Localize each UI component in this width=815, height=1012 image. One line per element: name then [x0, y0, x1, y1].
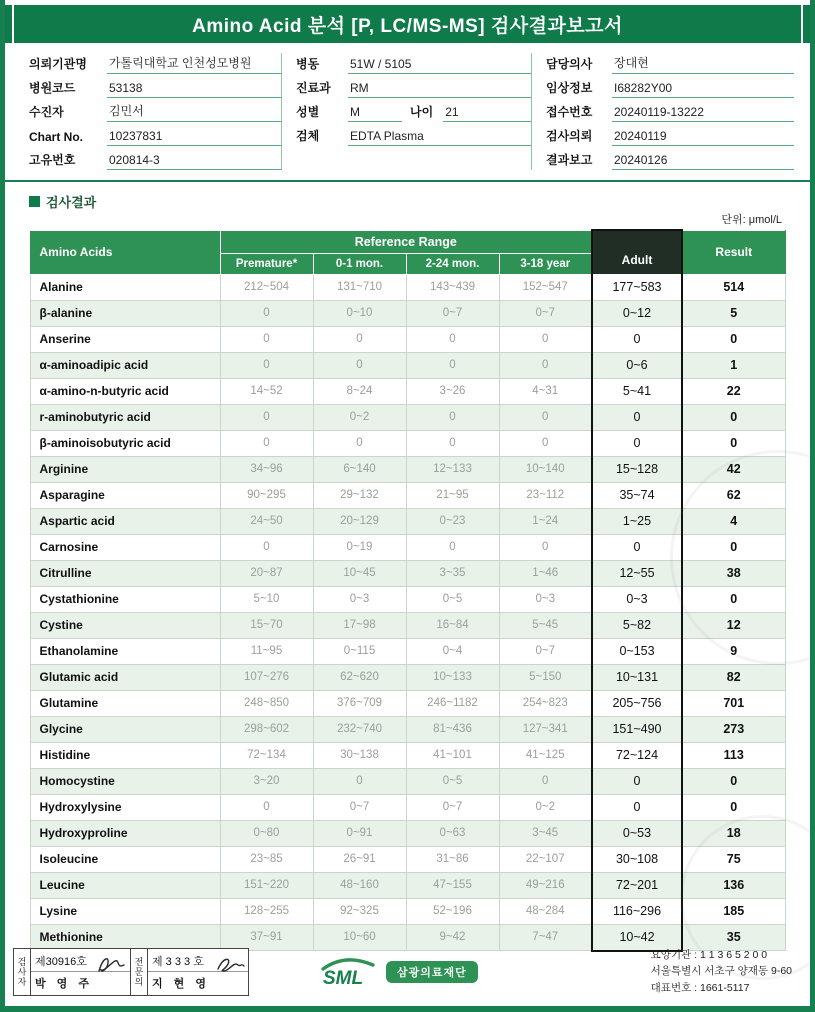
info-value: 20240119	[612, 129, 794, 146]
info-field	[546, 149, 794, 170]
adult-range-value: 72~124	[592, 742, 682, 768]
reference-range-value: 21~95	[406, 482, 499, 508]
results-table	[30, 229, 786, 952]
amino-acid-name: Hydroxylysine	[30, 794, 220, 820]
reference-range-value: 5~10	[220, 586, 313, 612]
info-column-2	[281, 53, 531, 170]
reference-range-value: 29~132	[313, 482, 406, 508]
result-value: 136	[682, 872, 785, 898]
result-value: 42	[682, 456, 785, 482]
reference-range-value: 10~140	[499, 456, 592, 482]
reference-range-value: 0~5	[406, 586, 499, 612]
reference-range-value: 254~823	[499, 690, 592, 716]
amino-acid-name: Anserine	[30, 326, 220, 352]
reference-range-value: 14~52	[220, 378, 313, 404]
reference-range-value: 128~255	[220, 898, 313, 924]
info-label: Chart No.	[29, 130, 83, 144]
adult-range-value: 72~201	[592, 872, 682, 898]
result-value: 38	[682, 560, 785, 586]
section-bullet-icon	[29, 196, 40, 207]
reference-range-value: 0	[220, 534, 313, 560]
info-field	[29, 125, 281, 146]
result-value: 113	[682, 742, 785, 768]
reference-range-value: 31~86	[406, 846, 499, 872]
table-row	[30, 768, 785, 794]
reference-range-value: 0~2	[313, 404, 406, 430]
reference-range-value: 48~160	[313, 872, 406, 898]
info-label: 접수번호	[546, 105, 593, 119]
result-value: 0	[682, 404, 785, 430]
reference-range-value: 0~7	[499, 638, 592, 664]
info-field	[29, 149, 281, 170]
reference-range-value: 3~20	[220, 768, 313, 794]
amino-acid-name: Hydroxyproline	[30, 820, 220, 846]
result-value: 35	[682, 924, 785, 951]
adult-range-value: 0	[592, 768, 682, 794]
reference-range-value: 5~45	[499, 612, 592, 638]
result-value: 0	[682, 326, 785, 352]
info-label: 검사의뢰	[546, 129, 593, 143]
examiner-label: 검사자	[14, 949, 31, 995]
table-row	[30, 794, 785, 820]
reference-range-value: 0~7	[406, 300, 499, 326]
reference-range-value: 0~91	[313, 820, 406, 846]
info-value: 가톨릭대학교 인천성모병원	[107, 54, 281, 74]
table-row	[30, 430, 785, 456]
result-value: 22	[682, 378, 785, 404]
reference-range-value: 246~1182	[406, 690, 499, 716]
table-row	[30, 508, 785, 534]
info-value: 020814-3	[107, 153, 281, 170]
result-value: 273	[682, 716, 785, 742]
specialist-cell	[148, 949, 248, 995]
result-value: 0	[682, 586, 785, 612]
adult-range-value: 0	[592, 326, 682, 352]
table-row	[30, 716, 785, 742]
table-row	[30, 274, 785, 300]
reference-range-value: 47~155	[406, 872, 499, 898]
info-field	[296, 125, 531, 146]
adult-range-value: 10~131	[592, 664, 682, 690]
table-row	[30, 352, 785, 378]
amino-acid-name: Ethanolamine	[30, 638, 220, 664]
patient-info-section	[5, 43, 810, 176]
amino-acid-name: Citrulline	[30, 560, 220, 586]
col-adult: Adult	[592, 230, 682, 274]
result-value: 18	[682, 820, 785, 846]
reference-range-value: 212~504	[220, 274, 313, 300]
reference-range-value: 10~45	[313, 560, 406, 586]
table-row	[30, 612, 785, 638]
table-row	[30, 560, 785, 586]
specialist-signature	[213, 954, 247, 978]
amino-acid-name: α-amino-n-butyric acid	[30, 378, 220, 404]
amino-acid-name: Methionine	[30, 924, 220, 951]
reference-range-value: 0	[313, 326, 406, 352]
table-row	[30, 534, 785, 560]
report-title: Amino Acid 분석 [P, LC/MS-MS] 검사결과보고서	[192, 15, 623, 37]
reference-range-value: 90~295	[220, 482, 313, 508]
reference-range-value: 0~7	[313, 794, 406, 820]
reference-range-value: 0~7	[406, 794, 499, 820]
info-field	[546, 125, 794, 146]
col-reference-range: Reference Range	[220, 230, 592, 253]
info-field	[546, 53, 794, 74]
table-row	[30, 300, 785, 326]
info-field	[29, 101, 281, 122]
info-field	[296, 77, 531, 98]
info-label: 수진자	[29, 105, 64, 119]
adult-range-value: 1~25	[592, 508, 682, 534]
report-titlebar	[5, 5, 810, 43]
reference-range-value: 0	[499, 352, 592, 378]
reference-range-value: 12~133	[406, 456, 499, 482]
reference-range-value: 0~3	[313, 586, 406, 612]
amino-acid-name: Isoleucine	[30, 846, 220, 872]
table-row	[30, 586, 785, 612]
reference-range-value: 11~95	[220, 638, 313, 664]
examiner-cert-no: 제30916호	[31, 949, 130, 972]
reference-range-value: 0	[313, 352, 406, 378]
reference-range-value: 10~133	[406, 664, 499, 690]
amino-acid-name: Histidine	[30, 742, 220, 768]
reference-range-value: 41~125	[499, 742, 592, 768]
reference-range-value: 0	[313, 430, 406, 456]
titlebar-accent-line-right	[801, 5, 803, 43]
sml-logo	[319, 956, 478, 988]
adult-range-value: 30~108	[592, 846, 682, 872]
result-value: 75	[682, 846, 785, 872]
info-value: 51W / 5105	[348, 57, 531, 74]
reference-range-value: 3~26	[406, 378, 499, 404]
adult-range-value: 0~6	[592, 352, 682, 378]
reference-range-value: 131~710	[313, 274, 406, 300]
amino-acid-name: Lysine	[30, 898, 220, 924]
amino-acid-name: Alanine	[30, 274, 220, 300]
adult-range-value: 35~74	[592, 482, 682, 508]
info-value: 20240119-13222	[612, 105, 794, 122]
reference-range-value: 20~87	[220, 560, 313, 586]
amino-acid-name: β-alanine	[30, 300, 220, 326]
adult-range-value: 5~41	[592, 378, 682, 404]
table-row	[30, 742, 785, 768]
info-label: 진료과	[296, 81, 331, 95]
reference-range-value: 4~31	[499, 378, 592, 404]
result-value: 0	[682, 794, 785, 820]
result-value: 4	[682, 508, 785, 534]
info-value: 53138	[107, 81, 281, 98]
table-row	[30, 482, 785, 508]
reference-range-value: 107~276	[220, 664, 313, 690]
info-label: 병원코드	[29, 81, 76, 95]
specialist-cert-no: 제 3 3 3 호	[148, 949, 248, 972]
info-label: 검체	[296, 129, 320, 143]
amino-acid-name: Homocystine	[30, 768, 220, 794]
info-value: 김민서	[107, 102, 281, 122]
amino-acid-name: Cystathionine	[30, 586, 220, 612]
reference-range-value: 127~341	[499, 716, 592, 742]
info-value: 20240126	[612, 153, 794, 170]
reference-range-value: 49~216	[499, 872, 592, 898]
reference-range-value: 0	[313, 768, 406, 794]
amino-acid-name: Glutamic acid	[30, 664, 220, 690]
reference-range-value: 0~115	[313, 638, 406, 664]
reference-range-value: 20~129	[313, 508, 406, 534]
table-row	[30, 872, 785, 898]
report-footer	[13, 947, 796, 996]
adult-range-value: 0~153	[592, 638, 682, 664]
reference-range-value: 0	[499, 430, 592, 456]
reference-range-value: 62~620	[313, 664, 406, 690]
reference-range-value: 151~220	[220, 872, 313, 898]
reference-range-value: 3~45	[499, 820, 592, 846]
sml-logo-text: SML	[323, 967, 364, 988]
table-row	[30, 898, 785, 924]
info-field	[546, 77, 794, 98]
info-label: 나이	[410, 105, 434, 119]
reference-range-value: 41~101	[406, 742, 499, 768]
info-value: 21	[443, 105, 531, 122]
reference-range-value: 23~112	[499, 482, 592, 508]
result-value: 514	[682, 274, 785, 300]
result-value: 701	[682, 690, 785, 716]
unit-label: 단위: μmol/L	[721, 214, 782, 226]
info-label: 임상정보	[546, 81, 593, 95]
adult-range-value: 5~82	[592, 612, 682, 638]
care-org-number: 요양기관 : 1 1 3 6 5 2 0 0	[650, 949, 768, 962]
amino-acid-name: r-aminobutyric acid	[30, 404, 220, 430]
amino-acid-name: Aspartic acid	[30, 508, 220, 534]
reference-range-value: 92~325	[313, 898, 406, 924]
reference-range-value: 0	[499, 326, 592, 352]
examiner-name: 박 영 주	[35, 977, 93, 990]
reference-range-value: 8~24	[313, 378, 406, 404]
reference-range-value: 0	[406, 430, 499, 456]
result-value: 0	[682, 430, 785, 456]
info-value: I68282Y00	[612, 81, 794, 98]
reference-range-value: 0	[406, 534, 499, 560]
signature-stamp-box	[13, 948, 249, 996]
reference-range-value: 152~547	[499, 274, 592, 300]
results-section-header	[5, 182, 810, 211]
org-address: 서울특별시 서초구 양재동 9-60	[650, 965, 792, 978]
adult-range-value: 0	[592, 430, 682, 456]
info-field	[29, 53, 281, 74]
reference-range-value: 0	[406, 326, 499, 352]
reference-range-value: 0	[406, 352, 499, 378]
info-label: 결과보고	[546, 153, 593, 167]
info-field	[296, 53, 531, 74]
adult-range-value: 0~3	[592, 586, 682, 612]
reference-range-value: 0	[499, 404, 592, 430]
reference-range-value: 1~24	[499, 508, 592, 534]
table-row	[30, 664, 785, 690]
table-row	[30, 326, 785, 352]
reference-range-value: 24~50	[220, 508, 313, 534]
info-value: M	[348, 105, 402, 122]
reference-range-value: 3~35	[406, 560, 499, 586]
table-row	[30, 456, 785, 482]
adult-range-value: 116~296	[592, 898, 682, 924]
col-0-1-mon: 0-1 mon.	[313, 253, 406, 274]
reference-range-value: 0	[220, 404, 313, 430]
result-value: 0	[682, 768, 785, 794]
amino-acid-name: Asparagine	[30, 482, 220, 508]
adult-range-value: 0	[592, 404, 682, 430]
reference-range-value: 22~107	[499, 846, 592, 872]
info-column-1	[29, 53, 281, 170]
table-row	[30, 378, 785, 404]
adult-range-value: 0~53	[592, 820, 682, 846]
reference-range-value: 248~850	[220, 690, 313, 716]
result-value: 82	[682, 664, 785, 690]
result-value: 9	[682, 638, 785, 664]
reference-range-value: 17~98	[313, 612, 406, 638]
reference-range-value: 0	[220, 326, 313, 352]
amino-acid-name: Carnosine	[30, 534, 220, 560]
sml-logo-icon	[319, 956, 377, 988]
reference-range-value: 0~2	[499, 794, 592, 820]
adult-range-value: 0~12	[592, 300, 682, 326]
table-row	[30, 846, 785, 872]
info-value: EDTA Plasma	[348, 129, 531, 146]
amino-acid-name: Arginine	[30, 456, 220, 482]
reference-range-value: 52~196	[406, 898, 499, 924]
reference-range-value: 0~23	[406, 508, 499, 534]
reference-range-value: 0	[220, 352, 313, 378]
reference-range-value: 0~3	[499, 586, 592, 612]
info-label: 병동	[296, 57, 320, 71]
org-name-badge: 삼광의료재단	[386, 961, 478, 983]
reference-range-value: 15~70	[220, 612, 313, 638]
adult-range-value: 12~55	[592, 560, 682, 586]
examiner-cell	[31, 949, 131, 995]
reference-range-value: 0~4	[406, 638, 499, 664]
reference-range-value: 0	[220, 430, 313, 456]
results-section-title: 검사결과	[46, 195, 97, 210]
amino-acid-name: Leucine	[30, 872, 220, 898]
result-value: 62	[682, 482, 785, 508]
reference-range-value: 26~91	[313, 846, 406, 872]
info-field	[546, 101, 794, 122]
reference-range-value: 0	[499, 768, 592, 794]
reference-range-value: 0	[499, 534, 592, 560]
reference-range-value: 0~10	[313, 300, 406, 326]
reference-range-value: 72~134	[220, 742, 313, 768]
examiner-signature	[95, 954, 129, 978]
reference-range-value: 143~439	[406, 274, 499, 300]
col-amino-acids: Amino Acids	[30, 230, 220, 274]
table-row	[30, 820, 785, 846]
adult-range-value: 205~756	[592, 690, 682, 716]
reference-range-value: 37~91	[220, 924, 313, 951]
reference-range-value: 0	[220, 300, 313, 326]
result-value: 5	[682, 300, 785, 326]
info-field	[296, 101, 531, 122]
info-value: RM	[348, 81, 531, 98]
titlebar-accent-line-left	[12, 5, 14, 43]
reference-range-value: 298~602	[220, 716, 313, 742]
specialist-label: 전문의	[131, 949, 148, 995]
reference-range-value: 1~46	[499, 560, 592, 586]
table-row	[30, 404, 785, 430]
amino-acid-name: α-aminoadipic acid	[30, 352, 220, 378]
reference-range-value: 48~284	[499, 898, 592, 924]
info-label: 담당의사	[546, 57, 593, 71]
reference-range-value: 0~5	[406, 768, 499, 794]
reference-range-value: 30~138	[313, 742, 406, 768]
result-value: 0	[682, 534, 785, 560]
adult-range-value: 15~128	[592, 456, 682, 482]
reference-range-value: 0~7	[499, 300, 592, 326]
info-field	[29, 77, 281, 98]
info-label: 성별	[296, 105, 320, 119]
contact-block	[651, 947, 796, 996]
reference-range-value: 232~740	[313, 716, 406, 742]
amino-acid-name: Cystine	[30, 612, 220, 638]
table-row	[30, 638, 785, 664]
reference-range-value: 7~47	[499, 924, 592, 951]
amino-acid-name: Glutamine	[30, 690, 220, 716]
info-label: 고유번호	[29, 153, 76, 167]
results-table-header	[30, 230, 785, 274]
reference-range-value: 6~140	[313, 456, 406, 482]
adult-range-value: 177~583	[592, 274, 682, 300]
adult-range-value: 0	[592, 794, 682, 820]
col-premature: Premature*	[220, 253, 313, 274]
reference-range-value: 0~19	[313, 534, 406, 560]
info-value: 장대현	[612, 54, 794, 74]
reference-range-value: 81~436	[406, 716, 499, 742]
reference-range-value: 0	[220, 794, 313, 820]
col-2-24-mon: 2-24 mon.	[406, 253, 499, 274]
reference-range-value: 0~63	[406, 820, 499, 846]
adult-range-value: 151~490	[592, 716, 682, 742]
results-table-body	[30, 274, 785, 951]
reference-range-value: 16~84	[406, 612, 499, 638]
reference-range-value: 23~85	[220, 846, 313, 872]
reference-range-value: 34~96	[220, 456, 313, 482]
reference-range-value: 0~80	[220, 820, 313, 846]
result-value: 12	[682, 612, 785, 638]
amino-acid-name: β-aminoisobutyric acid	[30, 430, 220, 456]
info-value: 10237831	[107, 129, 281, 146]
reference-range-value: 10~60	[313, 924, 406, 951]
info-column-3	[531, 53, 794, 170]
result-value: 1	[682, 352, 785, 378]
table-row	[30, 690, 785, 716]
reference-range-value: 376~709	[313, 690, 406, 716]
info-label: 의뢰기관명	[29, 57, 87, 71]
amino-acid-name: Glycine	[30, 716, 220, 742]
specialist-name: 지 현 영	[152, 977, 210, 990]
reference-range-value: 5~150	[499, 664, 592, 690]
result-value: 185	[682, 898, 785, 924]
adult-range-value: 0	[592, 534, 682, 560]
org-phone: 대표번호 : 1661-5117	[650, 981, 750, 994]
col-result: Result	[682, 230, 785, 274]
col-3-18-year: 3-18 year	[499, 253, 592, 274]
adult-range-value: 10~42	[592, 924, 682, 951]
reference-range-value: 0	[406, 404, 499, 430]
reference-range-value: 9~42	[406, 924, 499, 951]
